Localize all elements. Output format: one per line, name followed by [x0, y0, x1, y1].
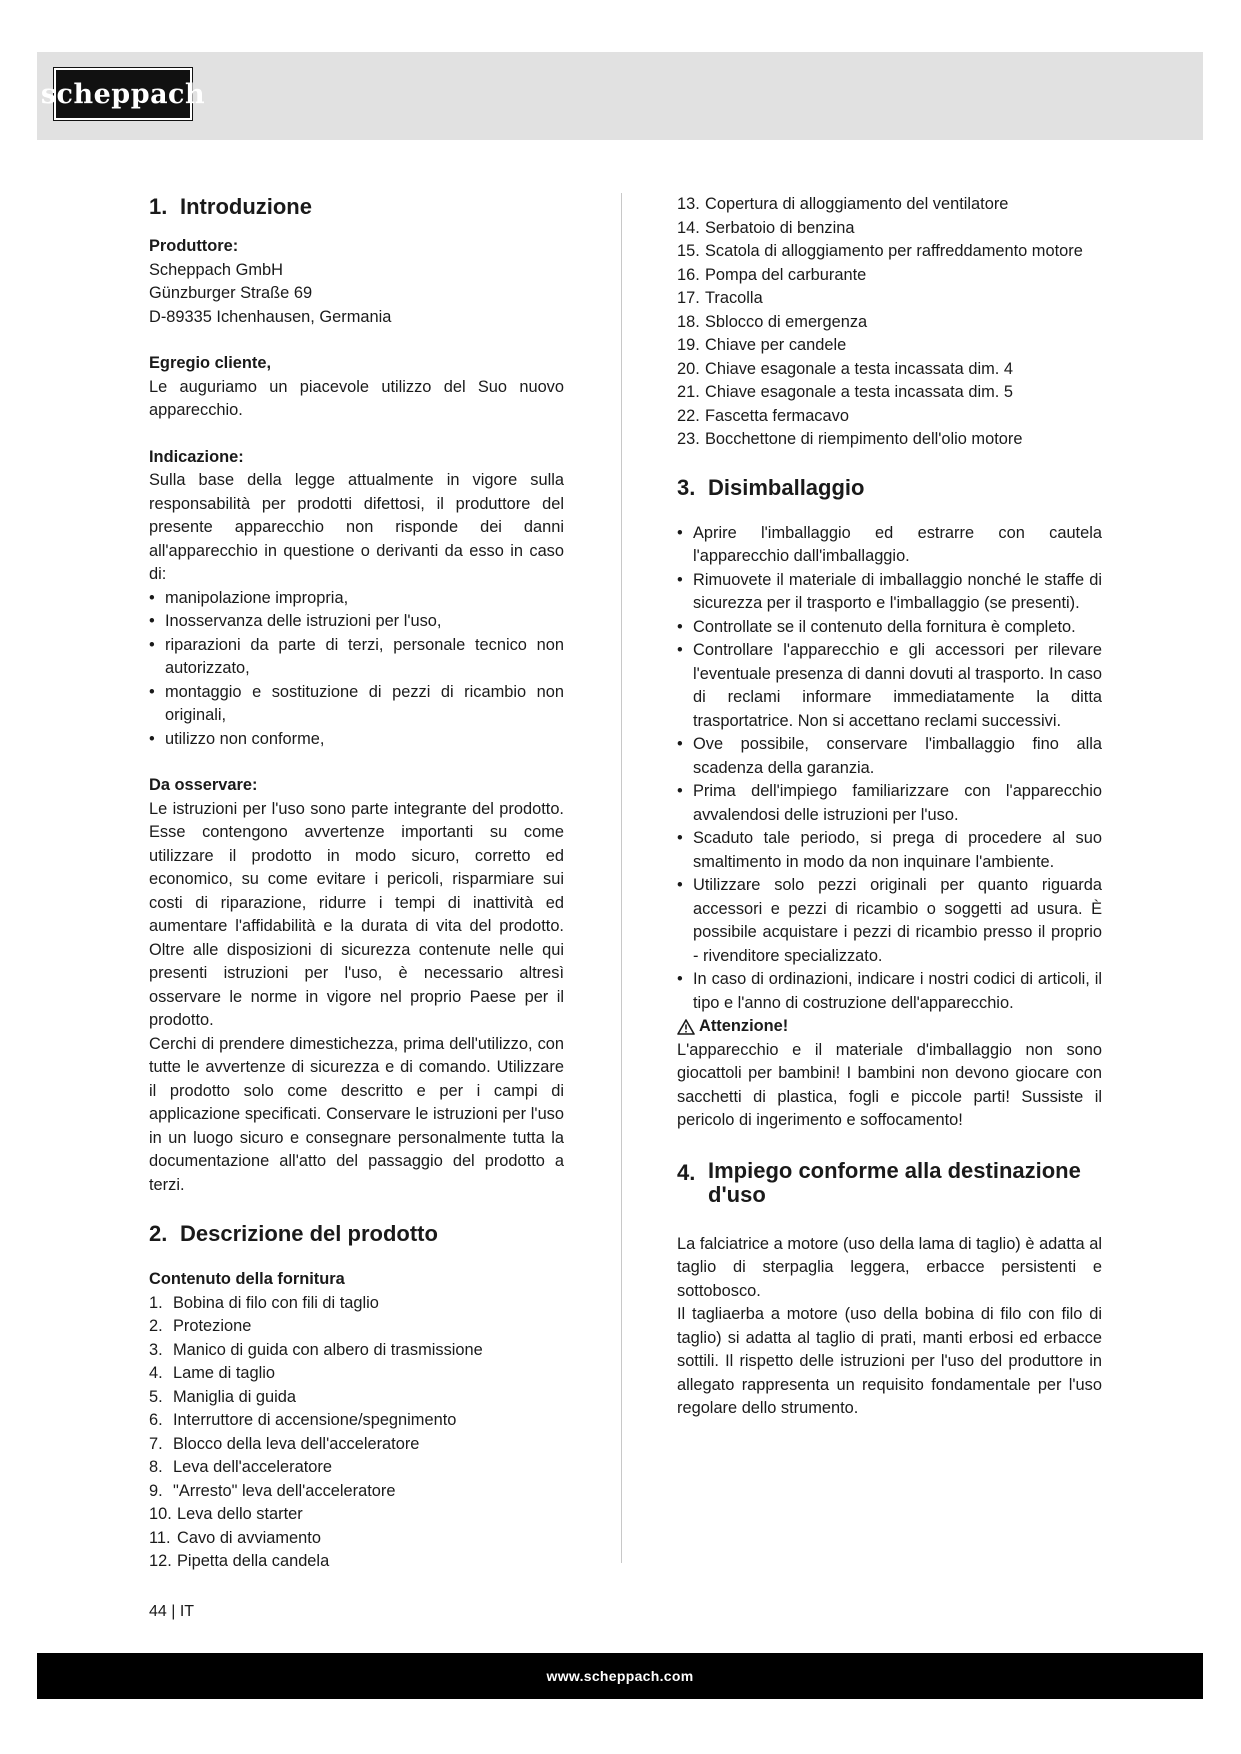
- supply-item-list: [149, 1292, 564, 1504]
- list-item: 23. Bocchettone di riempimento dell'olio motore: [677, 430, 1023, 448]
- observe-text: Cerchi di prendere dimestichezza, prima dell'utilizzo, con tutte le avvertenze di sicurezza e di comando. Utilizzare il prodotto solo come descritto e per i campi di applicazione specificati. Conservare le istruzioni per l'uso in un luogo sicuro e consegnare personalmente tutta la documentazione all'atto del passaggio del prodotto a terzi.: [149, 1034, 564, 1194]
- note-block: [149, 446, 564, 752]
- list-item: • Prima dell'impiego familiarizzare con l'apparecchio avvalendosi delle istruzioni per l'uso.: [677, 780, 1102, 827]
- list-item: 14. Serbatoio di benzina: [677, 218, 855, 237]
- scheppach-logo: [40, 68, 206, 120]
- warning-triangle-icon: [677, 1019, 695, 1035]
- list-item: 12. Pipetta della candela: [149, 1552, 330, 1570]
- warning-title: [677, 1015, 1102, 1039]
- list-item: 11. Cavo di avviamento: [149, 1528, 321, 1547]
- list-item: 16. Pompa del carburante: [677, 265, 867, 284]
- list-item: • Inosservanza delle istruzioni per l'uso,: [149, 610, 564, 634]
- list-item: • utilizzo non conforme,: [149, 728, 564, 752]
- list-item: 6. Interruttore di accensione/spegnimento: [149, 1411, 457, 1429]
- section-number: 1.: [149, 194, 168, 219]
- list-item: 4. Lame di taglio: [149, 1364, 276, 1382]
- list-item: 21. Chiave esagonale a testa incassata dim. 5: [677, 383, 1013, 401]
- section-title-text: Disimballaggio: [708, 474, 865, 500]
- section-number: 2.: [149, 1221, 168, 1246]
- section-number: 4.: [677, 1159, 696, 1185]
- list-item: 20. Chiave esagonale a testa incassata dim. 4: [677, 359, 1013, 378]
- manufacturer-line: D-89335 Ichenhausen, Germania: [149, 307, 392, 326]
- list-item: 2. Protezione: [149, 1317, 252, 1335]
- list-item: 1. Bobina di filo con fili di taglio: [149, 1293, 379, 1312]
- dear-customer-block: [149, 352, 564, 423]
- list-item: • In caso di ordinazioni, indicare i nostri codici di articoli, il tipo e l'anno di costruzione dell'apparecchio.: [677, 968, 1102, 1015]
- list-item: 18. Sblocco di emergenza: [677, 312, 868, 331]
- list-item: • montaggio e sostituzione di pezzi di ricambio non originali,: [149, 681, 564, 728]
- manufacturer-line: Scheppach GmbH: [149, 260, 283, 279]
- list-item: • riparazioni da parte di terzi, personale tecnico non autorizzato,: [149, 634, 564, 681]
- list-item: • Controllare l'apparecchio e gli accessori per rilevare l'eventuale presenza di danni dovuti al trasporto. In caso di reclami informare immediatamente la ditta trasportatrice. Non si accettano reclami successivi.: [677, 639, 1102, 733]
- list-item: 5. Maniglia di guida: [149, 1387, 297, 1406]
- list-item: 3. Manico di guida con albero di trasmissione: [149, 1340, 483, 1359]
- section-title-product-description: [149, 1220, 564, 1248]
- list-item: • Rimuovete il materiale di imballaggio nonché le staffe di sicurezza per il trasporto e l'imballaggio (se presenti).: [677, 569, 1102, 616]
- warning-label: Attenzione!: [699, 1017, 789, 1035]
- section-title-intended-use: [677, 1159, 1102, 1207]
- observe-text: Le istruzioni per l'uso sono parte integrante del prodotto. Esse contengono avvertenze importanti su come utilizzare il prodotto in modo sicuro, corretto ed economico, su come evitare i pericoli, risparmiare sui costi di riparazione, ridurre i tempi di inattività ed aumentare l'affidabilità e la durata di vita del prodotto. Oltre alle disposizioni di sicurezza contenute nelle qui presenti istruzioni per l'uso, è necessario altresì osservare le norme in vigore nel proprio Paese per il prodotto.: [149, 799, 564, 1029]
- list-item: • Ove possibile, conservare l'imballaggio fino alla scadenza della garanzia.: [677, 733, 1102, 780]
- list-item: • Aprire l'imballaggio ed estrarre con cautela l'apparecchio dall'imballaggio.: [677, 522, 1102, 569]
- intended-use-text: La falciatrice a motore (uso della lama di taglio) è adatta al taglio di sterpaglia leggera, erbacce persistenti e sottobosco.: [677, 1234, 1102, 1300]
- header-band: [37, 52, 1203, 140]
- note-text: Sulla base della legge attualmente in vigore sulla responsabilità per prodotti difettosi, il produttore del presente apparecchio non risponde dei danni all'apparecchio in questione o derivanti da esso in caso di:: [149, 471, 564, 583]
- supply-contents-label: Contenuto della fornitura: [149, 1270, 345, 1288]
- section-title-text: Introduzione: [180, 194, 312, 219]
- note-bullet-list: [149, 587, 564, 752]
- dear-customer-label: Egregio cliente,: [149, 354, 272, 372]
- dear-customer-text: Le auguriamo un piacevole utilizzo del Suo nuovo apparecchio.: [149, 377, 564, 419]
- list-item: 9. "Arresto" leva dell'acceleratore: [149, 1481, 396, 1500]
- list-item: 15. Scatola di alloggiamento per raffreddamento motore: [677, 242, 1083, 260]
- left-column: [149, 193, 564, 1574]
- list-item: • Controllate se il contenuto della fornitura è completo.: [677, 616, 1102, 640]
- section-title-text: Impiego conforme alla destinazione d'uso: [708, 1157, 1081, 1207]
- list-item: 10. Leva dello starter: [149, 1505, 303, 1523]
- note-label: Indicazione:: [149, 447, 244, 466]
- list-item: 8. Leva dell'acceleratore: [149, 1458, 332, 1476]
- manufacturer-line: Günzburger Straße 69: [149, 284, 313, 302]
- observe-label: Da osservare:: [149, 776, 258, 794]
- intended-use-text: Il tagliaerba a motore (uso della bobina di filo con filo di taglio) si adatta al taglio di prati, manti erbosi ed erbacce sottili. Il rispetto delle istruzioni per l'uso del produttore in allegato rappresenta un requisito fondamentale per l'uso regolare dello strumento.: [677, 1305, 1102, 1417]
- unpacking-bullet-list: [677, 522, 1102, 1016]
- list-item: 22. Fascetta fermacavo: [677, 406, 849, 425]
- logo-text: scheppach: [40, 78, 206, 110]
- list-item: • manipolazione impropria,: [149, 587, 564, 611]
- section-title-unpacking: [677, 474, 1102, 502]
- list-item: 13. Copertura di alloggiamento del ventilatore: [677, 195, 1009, 213]
- manufacturer-label: Produttore:: [149, 237, 239, 255]
- section-title-introduction: [149, 193, 564, 221]
- list-item: 17. Tracolla: [677, 289, 763, 307]
- page-number: 44 | IT: [149, 1603, 195, 1620]
- supply-item-list-cont: [149, 1503, 564, 1574]
- manufacturer-block: [149, 235, 564, 329]
- list-item: • Utilizzare solo pezzi originali per quanto riguarda accessori e pezzi di ricambio o soggetti ad usura. È possibile acquistare i pezzi di ricambio presso il proprio - rivenditore specializzato.: [677, 874, 1102, 968]
- list-item: 7. Blocco della leva dell'acceleratore: [149, 1434, 420, 1453]
- list-item: 19. Chiave per candele: [677, 336, 847, 354]
- section-title-text: Descrizione del prodotto: [180, 1221, 438, 1246]
- section-number: 3.: [677, 474, 696, 500]
- warning-block: [677, 1015, 1102, 1133]
- column-divider: [621, 193, 622, 1563]
- observe-block: [149, 774, 564, 1197]
- right-column: [677, 193, 1102, 1421]
- warning-text: L'apparecchio e il materiale d'imballaggio non sono giocattoli per bambini! I bambini non devono giocare con sacchetti di plastica, fogli e piccole parti! Sussiste il pericolo di ingerimento e soffocamento!: [677, 1040, 1102, 1129]
- supply-item-list-continued: [677, 193, 1102, 452]
- footer-website-link[interactable]: www.scheppach.com: [546, 1668, 694, 1684]
- footer-band: [37, 1653, 1203, 1699]
- list-item: • Scaduto tale periodo, si prega di procedere al suo smaltimento in modo da non inquinare l'ambiente.: [677, 827, 1102, 874]
